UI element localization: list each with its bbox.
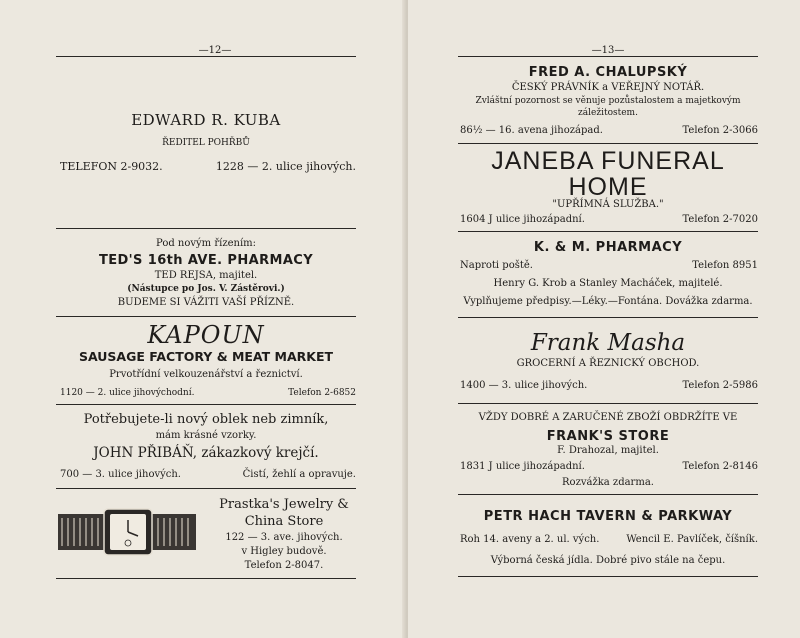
subline: mám krásné vzorky. — [155, 430, 257, 441]
location: v Higley budově. — [241, 546, 327, 557]
divider — [458, 317, 758, 318]
divider — [458, 143, 758, 144]
business-name: EDWARD R. KUBA — [131, 111, 281, 129]
phone: Telefon 2-3066 — [682, 125, 758, 136]
divider — [56, 488, 356, 489]
business-name-line1: JANEBA FUNERAL — [491, 147, 725, 175]
business-subtitle: GROCERNÍ A ŘEZNICKÝ OBCHOD. — [516, 358, 700, 369]
delivery-note: Rozvážka zdarma. — [562, 477, 654, 488]
divider — [458, 231, 758, 232]
business-name: KAPOUN — [147, 321, 265, 349]
business-name-line2: China Store — [244, 514, 324, 529]
intro-text: VŽDY DOBRÉ A ZARUČENÉ ZBOŽÍ OBDRŽÍTE VE — [478, 412, 738, 423]
business-title: ČESKÝ PRÁVNÍK a VEŘEJNÝ NOTÁŘ. — [511, 82, 705, 93]
owner: Wencil E. Pavlíček, číšník. — [626, 534, 758, 545]
business-name: K. & M. PHARMACY — [533, 240, 683, 255]
phone: Telefon 2-5986 — [682, 380, 758, 391]
right-page — [408, 0, 800, 638]
phone: Telefon 2-6852 — [288, 388, 356, 398]
divider — [56, 56, 356, 57]
business-name: FRED A. CHALUPSKÝ — [528, 65, 688, 80]
business-subtitle: SAUSAGE FACTORY & MEAT MARKET — [78, 349, 334, 364]
phone: TELEFON 2-9032. — [60, 160, 163, 173]
tagline: Prvotřídní velkouzenářství a řeznictví. — [109, 369, 303, 380]
location: Naproti poště. — [460, 260, 533, 271]
business-name: JOHN PŘIBÁŇ, zákazkový krejčí. — [93, 445, 319, 461]
page-number: —12— — [198, 45, 232, 56]
address: 1604 J ulice jihozápadní. — [460, 214, 585, 225]
divider — [56, 578, 356, 579]
divider — [56, 316, 356, 317]
address: 1120 — 2. ulice jihovýchodní. — [60, 388, 195, 398]
note-line1: Zvláštní pozornost se věnuje pozůstalostem a majetkovým — [475, 96, 741, 106]
address: 122 — 3. ave. jihových. — [225, 532, 343, 543]
services: Vyplňujeme předpisy.—Léky.—Fontána. Dovážka zdarma. — [463, 296, 753, 307]
address: 1228 — 2. ulice jihových. — [215, 160, 356, 173]
business-name: TED'S 16th AVE. PHARMACY — [98, 253, 314, 268]
intro-text: Pod novým řízením: — [156, 238, 256, 249]
slogan: "UPŘÍMNÁ SLUŽBA." — [552, 199, 664, 210]
wristwatch-illustration — [58, 508, 196, 556]
address: Roh 14. aveny a 2. ul. vých. — [460, 534, 600, 545]
phone: Telefon 2-8047. — [244, 560, 324, 571]
note-line2: záležitostem. — [578, 108, 638, 118]
divider — [458, 494, 758, 495]
page-number: —13— — [591, 45, 625, 56]
divider — [56, 228, 356, 229]
owners: Henry G. Krob a Stanley Macháček, majitelé. — [493, 278, 723, 289]
divider — [458, 56, 758, 57]
phone: Telefon 2-8146 — [682, 461, 758, 472]
business-name-line1: Prastka's Jewelry & — [219, 497, 349, 512]
address: 86½ — 16. avena jihozápad. — [460, 125, 603, 136]
owner: TED REJSA, majitel. — [154, 270, 258, 281]
slogan: BUDEME SI VÁŽITI VAŠÍ PŘÍZNĚ. — [117, 297, 295, 308]
business-name: PETR HACH TAVERN & PARKWAY — [483, 509, 733, 524]
address: 1400 — 3. ulice jihových. — [460, 380, 588, 391]
business-title: ŘEDITEL POHŘBŮ — [162, 138, 250, 148]
phone: Telefon 2-7020 — [682, 214, 758, 225]
divider — [56, 404, 356, 405]
divider — [458, 403, 758, 404]
successor-note: (Nástupce po Jos. V. Zástěrovi.) — [127, 284, 285, 294]
address: 700 — 3. ulice jihových. — [60, 469, 181, 480]
slogan: Výborná česká jídla. Dobré pivo stále na čepu. — [490, 555, 726, 566]
business-name: Frank Masha — [530, 330, 686, 356]
phone: Telefon 8951 — [692, 260, 758, 271]
business-name-line2: HOME — [568, 173, 648, 201]
business-name: FRANK'S STORE — [546, 429, 670, 444]
headline: Potřebujete-li nový oblek neb zimník, — [83, 412, 329, 427]
owner: F. Drahozal, majitel. — [557, 445, 659, 456]
address: 1831 J ulice jihozápadní. — [460, 461, 585, 472]
services: Čistí, žehlí a opravuje. — [242, 469, 356, 480]
divider — [458, 576, 758, 577]
